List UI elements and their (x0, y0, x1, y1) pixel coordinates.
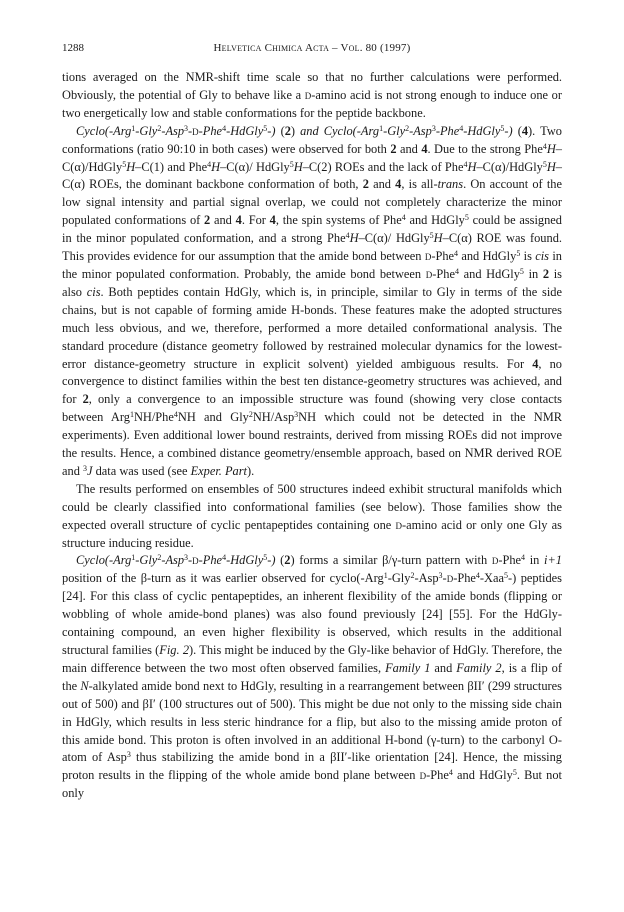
text-run: 4 (395, 177, 402, 192)
text-run: ( (512, 123, 522, 138)
text-run: and HdGly (452, 768, 513, 783)
text-run: position of the β-turn as it was earlier observed for cyclo(-Arg (62, 571, 384, 586)
text-run: -Gly (135, 123, 158, 138)
text-run: 4 (542, 141, 547, 151)
text-run: -Asp (414, 571, 439, 586)
text-run: NH and Gly (177, 410, 249, 425)
text-run: 4 (222, 553, 227, 563)
text-run: -Phe (431, 249, 455, 264)
text-run: 5 (464, 213, 469, 223)
text-run: -HdGly (226, 123, 264, 138)
text-run: H (433, 231, 443, 246)
text-run: 2 (542, 266, 550, 281)
text-run: -Phe (432, 266, 455, 281)
text-run: 4 (401, 213, 406, 223)
text-run: thus stabilizing the amide bond in a βII′-like orientation [24]. Hence, the missing proton results in the flipping of the whole amide bond plane between (62, 750, 563, 783)
text-run: -) (267, 553, 276, 568)
text-run: 4 (269, 213, 276, 228)
text-run: –C(α)/HdGly (62, 141, 562, 174)
text-run: 4 (454, 249, 459, 259)
text-run: -Phe (498, 553, 522, 568)
text-run: in (525, 553, 544, 568)
text-run: 4 (345, 231, 350, 241)
text-run: -) peptides [24]. For this class of cyclic pentapeptides, an inherent flexibility of the amide bonds (flipping or wobbling of whole amide-bond planes) was also found previously [24] [55]. For the HdGly-containing compound, an even higher flexibility is observed, which results in the additional structural families ( (62, 571, 562, 657)
text-run: is also (62, 266, 562, 299)
text-run: . But not only (62, 768, 562, 801)
text-run: 4 (235, 213, 242, 228)
text-run: 2 (284, 123, 291, 138)
paragraph-2 (62, 123, 562, 481)
text-run: 3 (438, 571, 443, 581)
text-run: 2 (390, 141, 397, 156)
text-run: Family 1 (385, 660, 431, 675)
article-body (62, 69, 562, 803)
text-run: –C(α)/HdGly (476, 159, 543, 174)
text-run: Exper. Part (190, 463, 247, 478)
text-run: H (546, 141, 556, 156)
text-run: - (442, 571, 447, 586)
text-run: Cyclo(-Arg (76, 553, 132, 568)
text-run: 4 (421, 141, 428, 156)
text-run: -Gly (387, 571, 411, 586)
text-run: , is all- (401, 177, 438, 192)
text-run: 5 (429, 231, 434, 241)
text-run: H (126, 159, 136, 174)
text-run: d (424, 249, 432, 264)
text-run: 4 (463, 159, 468, 169)
text-run: 3 (294, 410, 299, 420)
text-run: N (80, 678, 89, 693)
text-run: NH/Phe (133, 410, 174, 425)
text-run: -Phe (426, 768, 449, 783)
text-run: ) forms a similar β/γ-turn pattern with (290, 553, 492, 568)
paragraph-4 (62, 552, 562, 803)
text-run: ). Two conformations (ratio 90:10 in both cases) were observed for both (62, 123, 562, 156)
text-run: , only a convergence to an impossible structure was found (showing very close contacts between Arg (62, 392, 562, 425)
text-run: 4 (459, 123, 464, 133)
text-run: -) (267, 123, 276, 138)
paragraph-1 (62, 69, 562, 123)
text-run: cis (86, 284, 101, 299)
text-run: and (210, 213, 236, 228)
text-run: 5 (512, 768, 517, 778)
text-run: trans (437, 177, 464, 192)
text-run: 3 (431, 123, 436, 133)
page-header (62, 42, 562, 56)
text-run: 2 (82, 392, 89, 407)
text-run: is (520, 249, 536, 264)
text-run: ( (275, 553, 285, 568)
text-run: , is a flip of the (62, 660, 562, 693)
text-run: in (523, 266, 543, 281)
text-run: d (491, 553, 499, 568)
text-run: 2 (284, 553, 291, 568)
text-run: . For (241, 213, 270, 228)
text-run: 5 (519, 266, 524, 276)
text-run: in the minor populated conformation. Probably, the amide bond between (62, 249, 562, 281)
text-run: -Xaa (479, 571, 504, 586)
text-run: 2 (157, 553, 162, 563)
text-run: 2 (204, 213, 211, 228)
page-number: 1288 (62, 42, 84, 54)
text-run: . Both peptides contain HdGly, which is, in principle, similar to Gly in terms of the side chains, but is not capable of forming amide H-bonds. These features make the adopted structures much less obvious, and we, therefore, performed a more detailed conformational analysis. The standard procedure (distance geometry followed by restrained molecular dynamics for the lowest-error distance-geometry structure in explicit solvent) yielded ambiguous results. For (62, 284, 562, 371)
text-run: i+1 (544, 553, 562, 568)
text-run: –C(α)/ HdGly (220, 159, 290, 174)
text-run: -Gly (135, 553, 158, 568)
text-run: 3 (184, 123, 189, 133)
text-run: H (546, 159, 556, 174)
text-run: -amino acid or only one Gly as structure inducing residue. (62, 517, 563, 550)
text-run: 4 (448, 768, 453, 778)
text-run: –C(2) ROEs and the lack of Phe (302, 159, 464, 174)
text-run: 4 (532, 356, 539, 371)
text-run: –C(α)/ HdGly (358, 231, 430, 246)
text-run: The results performed on ensembles of 500 structures indeed exhibit structural manifolds which could be clearly classified into conformational families (see below). Those families show the expected overall structure of cyclic pentapeptides containing one (62, 481, 562, 532)
text-run: -alkylated amide bond next to HdGly, resulting in a rearrangement between βII′ (299 structures out of 500) and βI′ (100 structures out of 500). This might be due not only to the missing side chain in HdGly, which results in less steric hindrance for a flip, but also to the missing amide proton of this amide bond. This proton is often involved in an additional H-bond (γ-turn) to the carbonyl O-atom of Asp (62, 678, 562, 765)
text-run: 5 (263, 553, 268, 563)
text-run: 5 (503, 571, 508, 581)
text-run: 1 (379, 123, 384, 133)
text-run: and (300, 123, 324, 138)
text-run: 5 (289, 159, 294, 169)
text-run: ( (275, 123, 285, 138)
text-run: , the spin systems of Phe (275, 213, 402, 228)
text-run: d (419, 768, 427, 783)
text-run: -) (504, 123, 513, 138)
text-run: d (425, 266, 433, 281)
text-run: -Phe (198, 553, 223, 568)
text-run: . Due to the strong Phe (427, 141, 543, 156)
text-run: Family 2 (456, 660, 502, 675)
text-run: -amino acid is not strong enough to induce one or two energetically low and stable conformations for the peptide backbone. (62, 87, 562, 120)
text-run: -Phe (198, 123, 223, 138)
text-run: d (304, 87, 312, 102)
text-run: H (349, 231, 359, 246)
text-run: . On account of the low signal intensity and partial signal overlap, we could not completely characterize the minor populated conformations of (62, 177, 562, 228)
text-run: and (396, 141, 422, 156)
text-run: 1 (129, 410, 134, 420)
text-run: 4 (222, 123, 227, 133)
text-run: 4 (475, 571, 480, 581)
text-run: –C(α) ROE was found. This provides evidence for our assumption that the amide bond between (62, 231, 562, 264)
text-run: NH/Asp (252, 410, 295, 425)
text-run: and HdGly (458, 249, 517, 264)
text-run: 4 (173, 410, 178, 420)
text-run: -Asp (161, 553, 185, 568)
text-run: Fig. 2 (159, 643, 190, 657)
text-run: Cyclo(-Arg (76, 123, 132, 138)
text-run: and (430, 660, 457, 675)
text-run: - (188, 123, 193, 138)
text-run: –C(α) ROEs, the dominant backbone conformation of both, (62, 159, 562, 192)
text-run: 5 (500, 123, 505, 133)
text-run: ) (290, 123, 301, 138)
text-run: d (192, 123, 199, 138)
text-run: 5 (542, 159, 547, 169)
text-run: Cyclo(-Arg (323, 123, 380, 138)
text-run: 5 (263, 123, 268, 133)
text-run: 4 (207, 159, 212, 169)
paragraph-3 (62, 481, 562, 553)
text-run: 4 (455, 266, 459, 276)
text-run: , no convergence to distinct families within the best ten distance-geometry structures was achieved, and for (62, 356, 562, 407)
text-run: -Asp (161, 123, 185, 138)
text-run: 4 (521, 553, 526, 563)
text-run: NH which could not be detected in the NMR experiments). Even additional lower bound restraints, derived from missing ROEs did not improve the results. Hence, a combined distance geometry/ensemble approach, based on NMR derived ROE and (62, 410, 562, 478)
text-run: and HdGly (459, 266, 520, 281)
text-run: –C(1) and Phe (135, 159, 208, 174)
text-run: 2 (248, 410, 253, 420)
text-run: -Asp (409, 123, 432, 138)
text-run: H (467, 159, 477, 174)
text-run: and (368, 177, 396, 192)
text-run: and HdGly (405, 213, 465, 228)
text-run: 3 (83, 463, 87, 473)
text-run: 1 (131, 123, 136, 133)
running-title: Helvetica Chimica Acta – Vol. 80 (1997) (213, 42, 411, 54)
text-run: 3 (184, 553, 189, 563)
text-run: - (188, 553, 193, 568)
text-run: 2 (362, 177, 369, 192)
text-run: ). (247, 463, 255, 478)
text-run: tions averaged on the NMR-shift time scale so that no further calculations were performed. Obviously, the potential of Gly to behave like a (62, 70, 562, 102)
text-run: 1 (131, 553, 136, 563)
text-run: ). This might be induced by the Gly-like behavior of HdGly. Therefore, the main difference between the two most often observed families, (62, 643, 562, 675)
text-run: -HdGly (226, 553, 264, 568)
text-run: 4 (521, 123, 529, 138)
text-run: could be assigned in the minor populated conformation, and a strong Phe (62, 213, 563, 246)
text-run: J (87, 463, 93, 478)
text-run: 5 (516, 249, 521, 259)
text-run: d (446, 571, 454, 586)
text-run: -Gly (383, 123, 406, 138)
text-run: 5 (122, 159, 127, 169)
text-run: H (211, 159, 221, 174)
text-run: d (192, 553, 199, 568)
text-run: data was used (see (92, 463, 191, 478)
text-run: 2 (157, 123, 162, 133)
text-run: 3 (126, 750, 131, 760)
text-run: H (293, 159, 303, 174)
text-run: 2 (405, 123, 410, 133)
text-run: 1 (383, 571, 388, 581)
text-run: cis (535, 249, 549, 264)
text-run: d (395, 517, 402, 532)
text-run: -Phe (435, 123, 460, 138)
text-run: 2 (410, 571, 415, 581)
text-run: -HdGly (463, 123, 501, 138)
text-run: -Phe (453, 571, 476, 586)
